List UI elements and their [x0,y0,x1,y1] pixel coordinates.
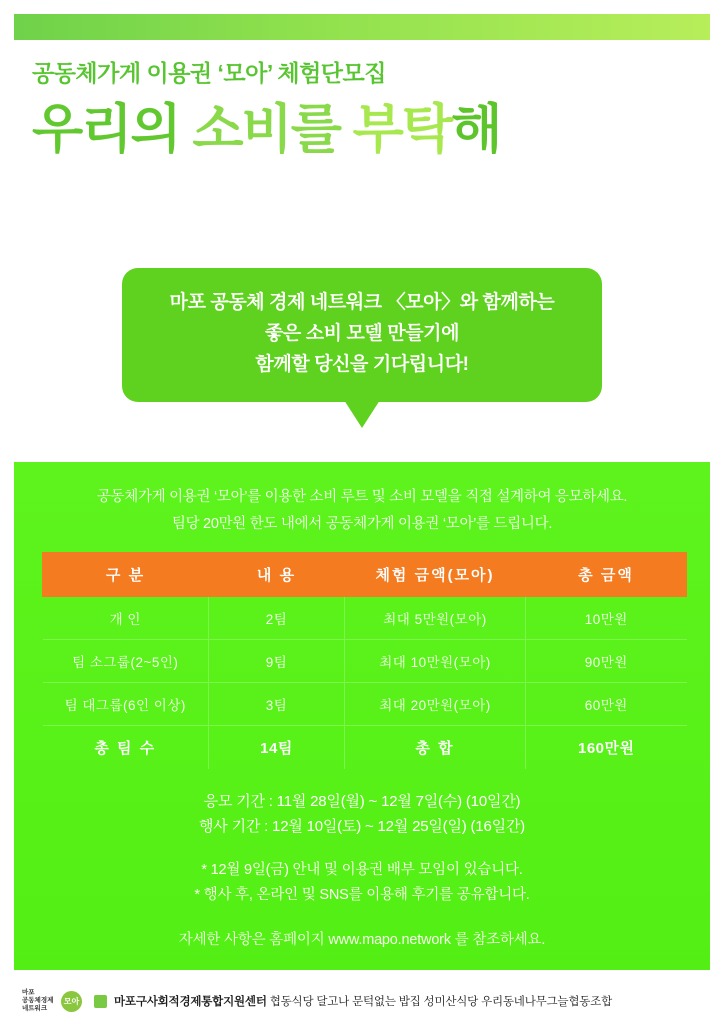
logo-text-block [22,989,60,1013]
logo-bubble-icon: 모아 [61,991,82,1012]
footer-partners: 협동식당 달고나 문턱없는 밥집 성미산식당 우리동네나무그늘협동조합 [269,996,612,1008]
notes-block [42,858,682,909]
intro-line-1: 공동체가게 이용권 ‘모아’를 이용한 소비 루트 및 소비 모델을 직접 설계하여 응모하세요. [96,489,628,505]
row-1-col-0: 팀 소그룹(2~5인) [43,639,209,682]
logo-line-3: 네트워크 [22,1005,48,1013]
participation-table [42,552,687,769]
note-line-1: * 12월 9일(금) 안내 및 이용권 배부 모임이 있습니다. [201,861,523,878]
table-row [43,682,687,725]
note-line-2: * 행사 후, 온라인 및 SNS를 이용해 후기를 공유합니다. [194,887,530,903]
top-decorative-band [14,14,710,40]
kicker-text: 공동체가게 이용권 ‘모아’ 체험단모집 [32,60,386,86]
bubble-tail [344,400,380,428]
row-2-col-0: 팀 대그룹(6인 이상) [43,682,209,725]
title-part-3: 부탁 [352,99,452,159]
event-period: 행사 기간 : 12월 10일(토) ~ 12월 25일(일) (16일간) [199,818,525,836]
row-0-col-2: 최대 5만원(모아) [345,596,526,639]
table-header-cell-0: 구 분 [43,552,209,596]
total-col-3: 160만원 [577,739,635,757]
title-part-2: 소비를 [192,99,353,159]
homepage-note: 자세한 사항은 홈페이지 www.mapo.network 를 참조하세요. [178,932,546,949]
moa-logo-icon [22,984,84,1018]
table-header-cell-3: 총 금액 [526,552,687,596]
intro-block [42,484,682,538]
details-panel [14,462,710,970]
total-col-2: 총 합 [345,725,526,769]
title-part-1: 우리의 [32,99,193,159]
row-1-col-3: 90만원 [526,639,687,682]
table-row [43,596,687,639]
intro-line-2: 팀당 20만원 한도 내에서 공동체가게 이용권 ‘모아’를 드립니다. [171,515,553,532]
row-2-col-1: 3팀 [209,682,345,725]
footer-organizations [114,993,612,1009]
row-1-col-1: 9팀 [209,639,345,682]
table-header-cell-2: 체험 금액(모아) [345,552,526,596]
row-0-col-1: 2팀 [209,596,345,639]
row-0-col-3: 10만원 [526,596,687,639]
row-2-col-3: 60만원 [526,682,687,725]
table-header-row [43,552,687,596]
table-total-row [43,725,687,769]
speech-bubble [122,268,602,402]
total-col-1: 14팀 [209,725,345,769]
table-row [43,639,687,682]
bubble-line-3: 함께할 당신을 기다립니다! [255,353,469,375]
footer-org-bold: 마포구사회적경제통합지원센터 [114,996,267,1008]
title-part-4: 해 [451,99,501,159]
total-col-0: 총 팀 수 [43,725,209,769]
logo-line-1: 마포 [22,988,35,996]
footer-bar [0,978,724,1024]
table-header-cell-1: 내 용 [209,552,345,596]
table-head [43,552,687,596]
bubble-line-2: 좋은 소비 모델 만들기에 [264,322,460,344]
table-body [43,596,687,769]
row-2-col-2: 최대 20만원(모아) [345,682,526,725]
row-1-col-2: 최대 10만원(모아) [345,639,526,682]
headline-block [0,60,724,157]
bubble-line-1: 마포 공동체 경제 네트워크 〈모아〉와 함께하는 [169,292,555,313]
page-title [32,99,724,159]
application-period: 응모 기간 : 11월 28일(월) ~ 12월 7일(수) (10일간) [203,792,521,810]
row-0-col-0: 개 인 [43,596,209,639]
schedule-block [42,789,682,840]
logo-line-2: 공동체경제 [22,996,54,1004]
footer-square-icon [94,995,107,1008]
